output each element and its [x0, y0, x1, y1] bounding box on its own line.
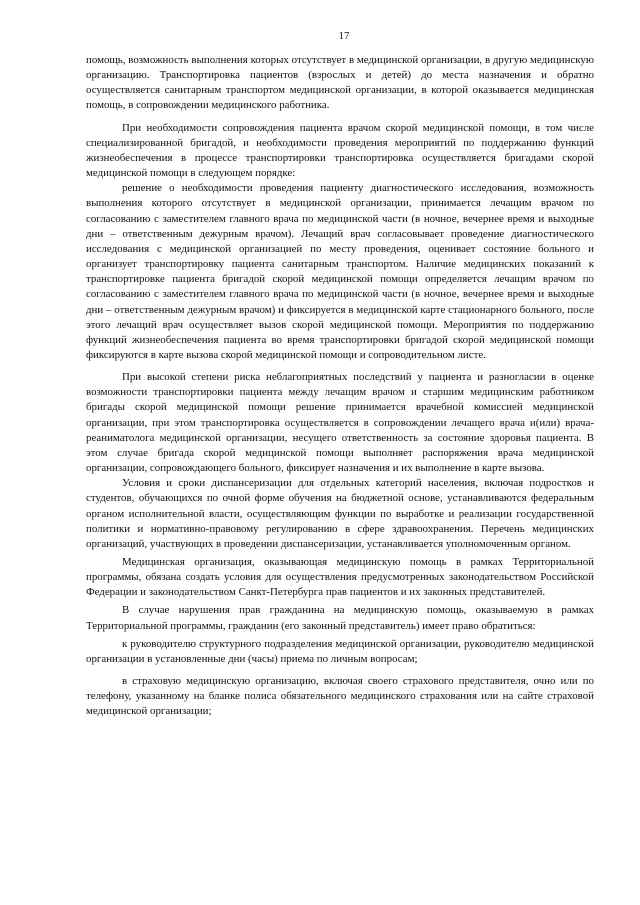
paragraph-appeal-to-head: к руководителю структурного подразделения медицинской организации, руководителю медицинской организации в установленные дни (часы) приема по личным вопросам; — [86, 637, 594, 665]
paragraph-continuation-transport: помощь, возможность выполнения которых отсутствует в медицинской организации, в другую медицинскую организацию. Транспортировка пациентов (взрослых и детей) до места назначения и обратно осуществляется санитарным транспортом медицинской организации, в которой оказывается медицинская помощь, в сопровождении медицинского работника. — [86, 54, 594, 112]
page-number: 17 — [338, 30, 350, 42]
paragraph-diagnostic-decision: решение о необходимости проведения пациенту диагностического исследования, возможность выполнения которого отсутствует в медицинской организации, принимается лечащим врачом по согласованию с заместителем главного врача по медицинской части (в ночное, вечернее время и выходные дни – ответственным дежурным врачом). Лечащий врач согласовывает проведение диагностического исследования с медицинской организацией по месту проведения, оценивает состояние больного и организует транспортировку пациента санитарным транспортом. Наличие медицинских показаний к транспортировке пациента бригадой скорой медицинской помощи определяется лечащим врачом по согласованию с заместителем главного врача по медицинской части (в ночное, вечернее время и выходные дни – ответственным дежурным врачом) и фиксируется в медицинской карте стационарного больного, после этого лечащий врач осуществляет вызов скорой медицинской помощи. Мероприятия по поддержанию функций жизнеобеспечения пациента во время транспортировки бригадой скорой медицинской помощи фиксируются в карте вызова скорой медицинской помощи и сопроводительном листе. — [86, 182, 594, 361]
document-page — [86, 30, 594, 720]
paragraph-dispensary-conditions: Условия и сроки диспансеризации для отдельных категорий населения, включая подростков и студентов, обучающихся по очной форме обучения на бюджетной основе, устанавливаются федеральным органом исполнительной власти, осуществляющим функции по выработке и реализации государственной политики и нормативно-правовому регулированию в сфере здравоохранения. Перечень медицинских организаций, участвующих в проведении диспансеризации, устанавливается уполномоченным органом. — [86, 477, 594, 550]
paragraph-appeal-to-insurer: в страховую медицинскую организацию, включая своего страхового представителя, очно или по телефону, указанному на бланке полиса обязательного медицинского страхования или на сайте страховой медицинской организации; — [86, 675, 594, 718]
paragraph-medical-organization-duty: Медицинская организация, оказывающая медицинскую помощь в рамках Территориальной программы, обязана создать условия для осуществления предусмотренных законодательством Российской Федерации и законодательством Санкт-Петербурга прав пациентов и их законных представителей. — [86, 556, 594, 599]
paragraph-ambulance-escort: При необходимости сопровождения пациента врачом скорой медицинской помощи, в том числе специализированной бригадой, и необходимости проведения мероприятий по поддержанию функций жизнеобеспечения в процессе транспортировки транспортировка осуществляется бригадами скорой медицинской помощи в следующем порядке: — [86, 121, 594, 180]
paragraph-rights-violation: В случае нарушения прав гражданина на медицинскую помощь, оказываемую в рамках Территориальной программы, гражданин (его законный представитель) имеет право обратиться: — [86, 604, 594, 632]
paragraph-high-risk: При высокой степени риска неблагоприятных последствий у пациента и разногласии в оценке возможности транспортировки пациента между лечащим врачом и старшим медицинским работником бригады скорой медицинской помощи решение принимается врачебной комиссией медицинской организации, при этом транспортировка осуществляется в сопровождении лечащего врача и(или) врача-реаниматолога медицинской организации, несущего ответственность за состояние здоровья пациента. В этом случае бригада скорой медицинской помощи выполняет распоряжения врача медицинской организации, сопровождающего больного, фиксирует назначения и их выполнение в карте вызова. — [86, 371, 594, 475]
